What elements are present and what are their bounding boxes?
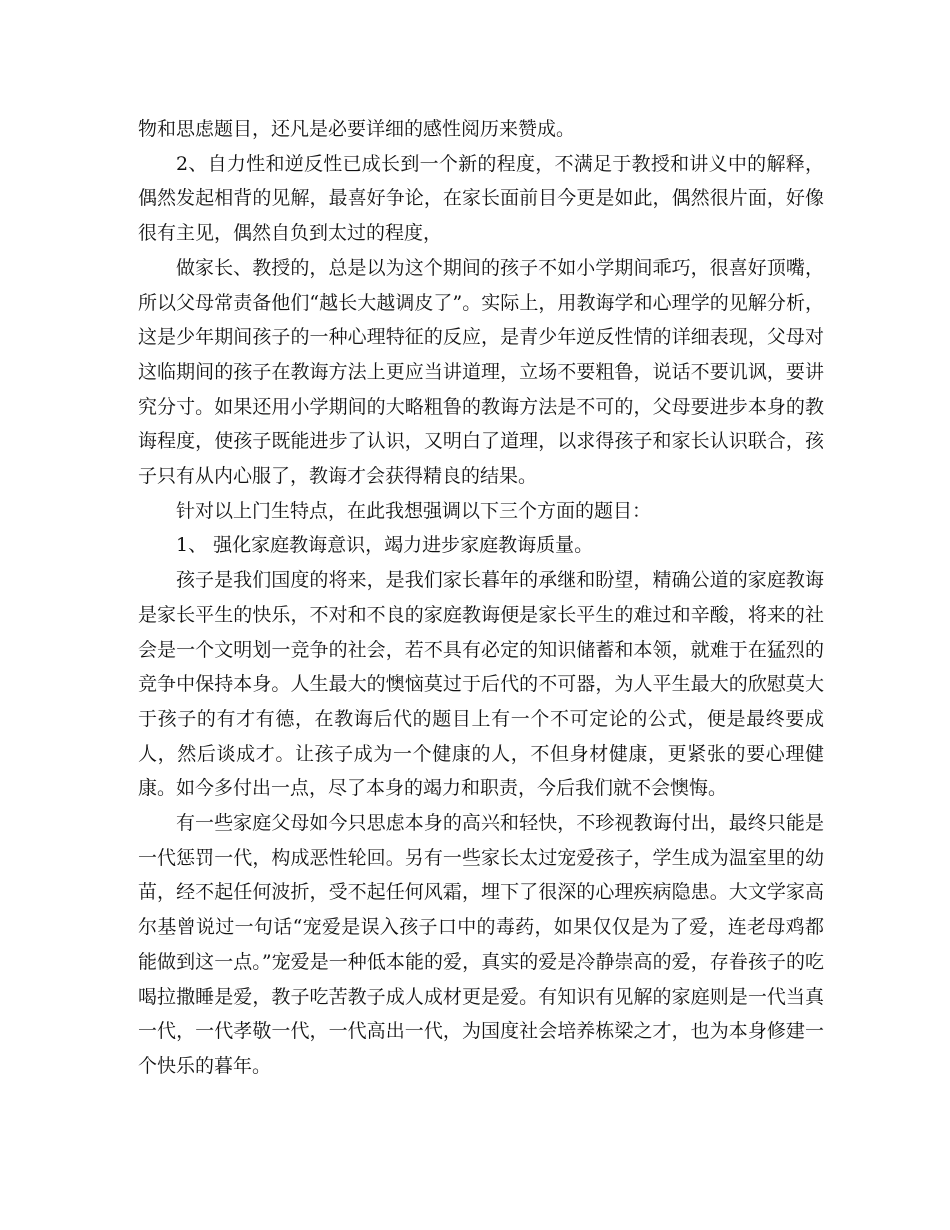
paragraph-doting-parents: 有一些家庭父母如今只思虑本身的高兴和轻快，不珍视教诲付出，最终只能是一代惩罚一代，构成恶性轮回。另有一些家长太过宠爱孩子，学生成为温室里的幼苗，经不起任何波折，受不起任何风霜，埋下了很深的心理疾病隐患。大文学家高尔基曾说过一句话“宠爱是误入孩子口中的毒药，如果仅仅是为了爱，连老母鸡都能做到这一点。”宠爱是一种低本能的爱，真实的爱是冷静崇高的爱，存眷孩子的吃喝拉撒睡是爱，教子吃苦教子成人成材更是爱。有知识有见解的家庭则是一代当真一代，一代孝敬一代，一代高出一代，为国度社会培养栋梁之才，也为本身修建一个快乐的暮年。 [138,812,824,1077]
paragraph-parents-teachers: 做家长、教授的，总是以为这个期间的孩子不如小学期间乖巧，很喜好顶嘴，所以父母常责备他们“越长大越调皮了”。实际上，用教诲学和心理学的见解分析，这是少年期间孩子的一种心理特征的反应，是青少年逆反性情的详细表现，父母对这临期间的孩子在教诲方法上更应当讲道理，立场不要粗鲁，说话不要讥讽，要讲究分寸。如果还用小学期间的大略粗鲁的教诲方法是不可的，父母要进步本身的教诲程度，使孩子既能进步了认识，又明白了道理，以求得孩子和家长认识联合，孩子只有从内心服了，教诲才会获得精良的结果。 [138,256,824,488]
paragraph-independence-point: 2、自力性和逆反性已成长到一个新的程度，不满足于教授和讲义中的解释，偶然发起相背的见解，最喜好争论，在家长面前目今更是如此，偶然很片面，好像很有主见，偶然自负到太过的程度， [138,152,824,245]
paragraph-children-future: 孩子是我们国度的将来，是我们家长暮年的承继和盼望，精确公道的家庭教诲是家长平生的快乐，不对和不良的家庭教诲便是家长平生的难过和辛酸，将来的社会是一个文明划一竞争的社会，若不具有必定的知识储蓄和本领，就难于在猛烈的竞争中保持本身。人生最大的懊恼莫过于后代的不可器，为人平生最大的欣慰莫大于孩子的有才有德，在教诲后代的题目上有一个不可定论的公式，便是最终要成人，然后谈成才。让孩子成为一个健康的人，不但身材健康，更紧张的要心理健康。如今多付出一点，尽了本身的竭力和职责，今后我们就不会懊悔。 [138,569,824,800]
document-body [138,112,824,1084]
paragraph-continuation: 物和思虑题目，还凡是必要详细的感性阅历来赞成。 [138,118,576,140]
paragraph-heading-point-1: 1、 强化家庭教诲意识，竭力进步家庭教诲质量。 [176,534,594,557]
paragraph-three-aspects-intro: 针对以上门生特点，在此我想强调以下三个方面的题目： [176,499,652,522]
